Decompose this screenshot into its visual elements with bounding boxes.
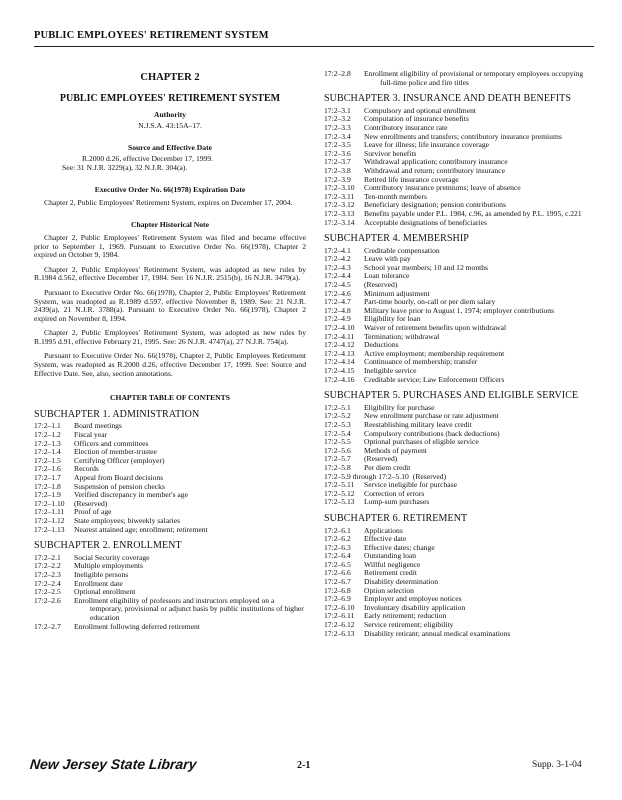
section-title: Social Security coverage bbox=[74, 552, 150, 562]
section-title: Compulsory and optional enrollment bbox=[364, 105, 476, 115]
left-column bbox=[34, 70, 306, 631]
section-number: 17:2–4.4 bbox=[324, 271, 351, 281]
section-title: Withdrawal and return; contributory insurance bbox=[364, 165, 505, 175]
section-title: Lump-sum purchases bbox=[364, 497, 430, 507]
section-title: Multiple employments bbox=[74, 561, 143, 571]
subchapter-heading: SUBCHAPTER 1. ADMINISTRATION bbox=[34, 408, 200, 420]
section-number: 17:2–5.9 through 17:2–5.10 bbox=[324, 471, 409, 481]
section-number: 17:2–4.10 bbox=[324, 323, 355, 333]
section-number: 17:2–4.13 bbox=[324, 348, 355, 358]
section-title: Reestablishing military leave credit bbox=[364, 419, 472, 429]
section-title: Methods of payment bbox=[364, 445, 427, 455]
section-title: Enrollment following deferred retirement bbox=[74, 621, 200, 631]
section-title: Optional enrollment bbox=[74, 587, 136, 597]
section-number: 17:2–6.11 bbox=[324, 611, 355, 621]
section-number: 17:2–3.10 bbox=[324, 183, 355, 193]
section-number: 17:2–4.1 bbox=[324, 245, 351, 255]
section-title: State employees; biweekly salaries bbox=[74, 515, 181, 525]
section-number: 17:2–1.5 bbox=[34, 455, 61, 465]
subchapter-heading: SUBCHAPTER 2. ENROLLMENT bbox=[34, 540, 182, 552]
right-column bbox=[324, 70, 596, 638]
subchapter-heading: SUBCHAPTER 5. PURCHASES AND ELIGIBLE SERVICE bbox=[324, 390, 579, 402]
section-title: Disability determination bbox=[364, 577, 439, 587]
section-number: 17:2–5.6 bbox=[324, 445, 351, 455]
section-title: Survivor benefits bbox=[364, 148, 417, 158]
section-title: Part-time hourly, on-call or per diem salary bbox=[364, 297, 496, 307]
historical-note-heading: Chapter Historical Note bbox=[131, 220, 209, 230]
section-title: Active employment; membership requirement bbox=[364, 348, 505, 358]
historical-paragraph: Chapter 2, Public Employees' Retirement System, was adopted as new rules by R.1995 d.91, effective February 21, 1995. See: 26 N.J.R. 4747(a), 27 N.J.R. 754(a). bbox=[34, 328, 306, 346]
section-number: 17:2–6.12 bbox=[324, 620, 355, 630]
section-title: Option selection bbox=[364, 585, 414, 595]
section-title: Leave with pay bbox=[364, 254, 411, 264]
section-number: 17:2–5.5 bbox=[324, 437, 351, 447]
section-title: Ineligible service bbox=[364, 366, 417, 375]
section-title: (Reserved) bbox=[364, 280, 398, 290]
section-number: 17:2–5.2 bbox=[324, 411, 351, 421]
section-number: 17:2–2.2 bbox=[34, 561, 61, 571]
section-number: 17:2–2.3 bbox=[34, 569, 61, 579]
section-title: Retirement credit bbox=[364, 568, 417, 578]
section-title: Enrollment date bbox=[74, 578, 123, 588]
section-number: 17:2–1.12 bbox=[34, 515, 65, 525]
eo-heading: Executive Order No. 66(1978) Expiration Date bbox=[94, 185, 246, 195]
section-number: 17:2–2.1 bbox=[34, 552, 61, 562]
section-title: Compulsory contributions (back deductions) bbox=[364, 428, 500, 438]
section-title: Correction of errors bbox=[364, 488, 425, 498]
section-number: 17:2–1.10 bbox=[34, 498, 65, 508]
chapter-number: CHAPTER 2 bbox=[140, 72, 200, 83]
toc-heading: CHAPTER TABLE OF CONTENTS bbox=[110, 393, 230, 403]
page-number: 2-1 bbox=[297, 760, 311, 771]
running-header: PUBLIC EMPLOYEES' RETIREMENT SYSTEM bbox=[34, 30, 269, 41]
section-number: 17:2–6.3 bbox=[324, 542, 351, 552]
section-number: 17:2–3.8 bbox=[324, 165, 351, 175]
section-number: 17:2–6.6 bbox=[324, 568, 351, 578]
section-title: Contributory insurance rate bbox=[364, 122, 448, 132]
section-title: Optional purchases of eligible service bbox=[364, 437, 479, 447]
section-title: Enrollment eligibility of professors and instructors employed on a temporary, provisional or adjunct basis by public institutions of higher education bbox=[74, 595, 304, 622]
section-number: 17:2–4.15 bbox=[324, 366, 355, 375]
authority-text: N.J.S.A. 43:15A–17. bbox=[138, 120, 202, 130]
section-title: Withdrawal application; contributory insurance bbox=[364, 157, 508, 167]
section-number: 17:2–6.4 bbox=[324, 551, 351, 561]
section-number: 17:2–5.1 bbox=[324, 402, 351, 412]
section-number: 17:2–3.2 bbox=[324, 114, 351, 124]
section-number: 17:2–2.7 bbox=[34, 621, 61, 631]
toc-entry bbox=[34, 597, 306, 623]
section-title: Verified discrepancy in member's age bbox=[74, 490, 188, 500]
toc-entry bbox=[324, 498, 596, 507]
historical-paragraph: Chapter 2, Public Employees' Retirement System, was adopted as new rules by R.1984 d.562, effective December 17, 1984. See: 16 N.J.R. 2515(b), 16 N.J.R. 3479(a). bbox=[34, 264, 306, 283]
section-number: 17:2–4.11 bbox=[324, 331, 355, 341]
section-title: Disability retirant; annual medical examinations bbox=[364, 628, 511, 638]
section-title: Benefits payable under P.L. 1984, c.96, as amended by P.L. 1995, c.221 bbox=[364, 208, 582, 218]
toc-entry bbox=[34, 623, 306, 632]
section-title: Board meetings bbox=[74, 421, 122, 431]
left-toc bbox=[34, 408, 306, 631]
section-number: 17:2–4.7 bbox=[324, 297, 351, 307]
section-number: 17:2–3.3 bbox=[324, 122, 351, 132]
section-number: 17:2–5.12 bbox=[324, 488, 355, 498]
section-title: Deductions bbox=[364, 340, 399, 350]
section-number: 17:2–1.7 bbox=[34, 473, 61, 482]
section-title: Officers and committees bbox=[74, 438, 149, 448]
section-number: 17:2–3.5 bbox=[324, 140, 351, 150]
section-title: Retired life insurance coverage bbox=[364, 174, 459, 184]
subchapter-heading: SUBCHAPTER 6. RETIREMENT bbox=[324, 512, 468, 524]
section-number: 17:2–3.14 bbox=[324, 217, 355, 227]
section-number: 17:2–3.11 bbox=[324, 191, 355, 201]
section-title: Enrollment eligibility of provisional or temporary employees occupying full-time police and fire titles bbox=[364, 69, 584, 87]
section-title: Eligibility for loan bbox=[364, 314, 421, 324]
section-title: Creditable compensation bbox=[364, 245, 440, 255]
section-title: Minimum adjustment bbox=[364, 288, 430, 298]
section-number: 17:2–6.9 bbox=[324, 594, 351, 604]
section-title: (Reserved) bbox=[364, 454, 398, 464]
section-number: 17:2–5.3 bbox=[324, 419, 351, 429]
section-number: 17:2–5.13 bbox=[324, 497, 355, 507]
chapter-title: PUBLIC EMPLOYEES' RETIREMENT SYSTEM bbox=[59, 92, 281, 104]
section-number: 17:2–6.1 bbox=[324, 525, 351, 535]
section-number: 17:2–6.7 bbox=[324, 577, 351, 587]
toc-entry bbox=[324, 219, 596, 228]
section-number: 17:2–2.4 bbox=[34, 578, 61, 588]
historical-paragraph: Pursuant to Executive Order No. 66(1978), Chapter 2, Public Employees' Retirement System, was readopted as R.1989 d.597, effective November 8, 1989. See: 21 N.J.R. 2439(a), 21 N.J.R. 3788(a). Pursuant to Executive Order No. 66(1978), Chapter 2 expired on November 8, 1994. bbox=[34, 287, 306, 323]
section-title: Military leave prior to August 1, 1974; employer contributions bbox=[364, 305, 555, 315]
section-number: 17:2–6.5 bbox=[324, 559, 351, 569]
section-title: Acceptable designations of beneficiaries bbox=[364, 217, 487, 227]
section-title: New enrollment purchase or rate adjustment bbox=[364, 411, 499, 421]
section-title: Outstanding loan bbox=[364, 551, 417, 561]
section-number: 17:2–3.7 bbox=[324, 157, 351, 167]
section-title: Service ineligible for purchase bbox=[364, 480, 457, 490]
toc-entry bbox=[324, 376, 596, 385]
section-number: 17:2–4.5 bbox=[324, 280, 351, 290]
supplement-date: Supp. 3-1-04 bbox=[532, 760, 582, 770]
section-number: 17:2–1.1 bbox=[34, 421, 61, 431]
section-title: Waiver of retirement benefits upon withdrawal bbox=[364, 323, 507, 333]
section-number: 17:2–4.14 bbox=[324, 357, 355, 367]
section-number: 17:2–6.10 bbox=[324, 602, 355, 612]
section-title: Proof of age bbox=[74, 507, 112, 517]
section-title: Per diem credit bbox=[364, 462, 411, 472]
section-number: 17:2–3.13 bbox=[324, 208, 355, 218]
section-number: 17:2–2.6 bbox=[34, 595, 61, 605]
section-title: Loan tolerance bbox=[364, 271, 410, 281]
section-title: Service retirement; eligibility bbox=[364, 620, 454, 630]
section-title: Early retirement; reduction bbox=[364, 611, 447, 621]
section-number: 17:2–2.8 bbox=[324, 69, 351, 78]
section-title: Effective dates; change bbox=[364, 542, 435, 552]
section-number: 17:2–1.13 bbox=[34, 524, 65, 534]
section-number: 17:2–5.7 bbox=[324, 454, 351, 464]
section-number: 17:2–6.8 bbox=[324, 585, 351, 595]
historical-paragraph: Pursuant to Executive Order No. 66(1978), Chapter 2, Public Employees Retirement System, was readopted as R.2000 d.26, effective December 17, 1999. See: Source and Effective Date. See, also, section annotations. bbox=[34, 351, 306, 378]
section-title: Employer and employee notices bbox=[364, 594, 462, 604]
source-line-2: See: 31 N.J.R. 3229(a), 32 N.J.R. 304(a). bbox=[62, 162, 188, 172]
section-title: Involuntary disability application bbox=[364, 602, 466, 612]
section-number: 17:2–1.8 bbox=[34, 481, 61, 491]
section-number: 17:2–3.4 bbox=[324, 131, 351, 141]
toc-entry bbox=[324, 70, 596, 87]
section-number: 17:2–4.8 bbox=[324, 305, 351, 315]
section-number: 17:2–6.2 bbox=[324, 534, 351, 544]
section-number: 17:2–3.12 bbox=[324, 200, 355, 210]
section-number: 17:2–5.8 bbox=[324, 462, 351, 472]
section-title: Willful negligence bbox=[364, 559, 421, 569]
section-number: 17:2–5.4 bbox=[324, 428, 351, 438]
section-number: 17:2–4.16 bbox=[324, 374, 355, 384]
section-title: Nearest attained age; enrollment; retirement bbox=[74, 524, 208, 534]
section-title: Applications bbox=[364, 525, 403, 535]
section-number: 17:2–4.6 bbox=[324, 288, 351, 298]
section-number: 17:2–4.12 bbox=[324, 340, 355, 350]
toc-entry bbox=[34, 526, 306, 535]
subchapter-heading: SUBCHAPTER 4. MEMBERSHIP bbox=[324, 233, 469, 245]
section-title: Leave for illness; life insurance coverage bbox=[364, 140, 490, 150]
section-title: School year members; 10 and 12 months bbox=[364, 262, 489, 272]
section-title: Election of member-trustee bbox=[74, 447, 157, 457]
section-title: Ten-month members bbox=[364, 191, 427, 201]
historical-paragraph: Chapter 2, Public Employees' Retirement System was filed and became effective prior to September 1, 1969. Pursuant to Executive Order No. 66(1978), Chapter 2 expired on October 9, 1984. bbox=[34, 232, 306, 260]
section-title: Eligibility for purchase bbox=[364, 402, 435, 412]
section-number: 17:2–1.9 bbox=[34, 490, 61, 500]
section-title: New enrollments and transfers; contributory insurance premiums bbox=[364, 131, 562, 141]
section-number: 17:2–4.9 bbox=[324, 314, 351, 324]
section-number: 17:2–2.5 bbox=[34, 587, 61, 597]
section-title: (Reserved) bbox=[74, 498, 108, 508]
section-number: 17:2–1.11 bbox=[34, 507, 65, 517]
library-stamp: New Jersey State Library bbox=[29, 756, 198, 772]
header-rule bbox=[34, 46, 594, 47]
section-title: Suspension of pension checks bbox=[74, 481, 165, 491]
section-title: Computation of insurance benefits bbox=[364, 114, 469, 124]
source-heading: Source and Effective Date bbox=[127, 143, 212, 153]
toc-entry bbox=[324, 630, 596, 639]
eo-text: Chapter 2, Public Employees' Retirement System, expires on December 17, 2004. bbox=[44, 197, 293, 207]
section-title: Creditable service; Law Enforcement Officers bbox=[364, 374, 505, 384]
section-title: Termination; withdrawal bbox=[364, 331, 440, 341]
section-title: Contributory insurance premiums; leave of absence bbox=[364, 183, 521, 193]
section-number: 17:2–4.3 bbox=[324, 262, 351, 272]
section-number: 17:2–1.2 bbox=[34, 430, 61, 440]
authority-heading: Authority bbox=[153, 110, 187, 120]
section-title: Certifying Officer (employer) bbox=[74, 455, 165, 465]
section-number: 17:2–1.4 bbox=[34, 447, 61, 457]
right-toc bbox=[324, 95, 596, 638]
section-number: 17:2–3.1 bbox=[324, 105, 351, 115]
section-title: Beneficiary designation; pension contributions bbox=[364, 200, 506, 210]
section-title: Ineligible persons bbox=[74, 569, 129, 579]
section-number: 17:2–6.13 bbox=[324, 628, 355, 638]
subchapter-heading: SUBCHAPTER 3. INSURANCE AND DEATH BENEFITS bbox=[324, 93, 571, 105]
section-title: Fiscal year bbox=[74, 430, 108, 440]
section-number: 17:2–4.2 bbox=[324, 254, 351, 264]
section-title: Appeal from Board decisions bbox=[74, 473, 164, 482]
section-number: 17:2–1.3 bbox=[34, 438, 61, 448]
section-title: (Reserved) bbox=[412, 471, 447, 481]
source-line-1: R.2000 d.26, effective December 17, 1999. bbox=[82, 153, 214, 163]
section-title: Continuance of membership; transfer bbox=[364, 357, 478, 367]
section-title: Records bbox=[74, 464, 99, 474]
section-title: Effective date bbox=[364, 534, 407, 544]
section-number: 17:2–3.6 bbox=[324, 148, 351, 158]
section-number: 17:2–3.9 bbox=[324, 174, 351, 184]
section-number: 17:2–5.11 bbox=[324, 480, 355, 490]
section-number: 17:2–1.6 bbox=[34, 464, 61, 474]
